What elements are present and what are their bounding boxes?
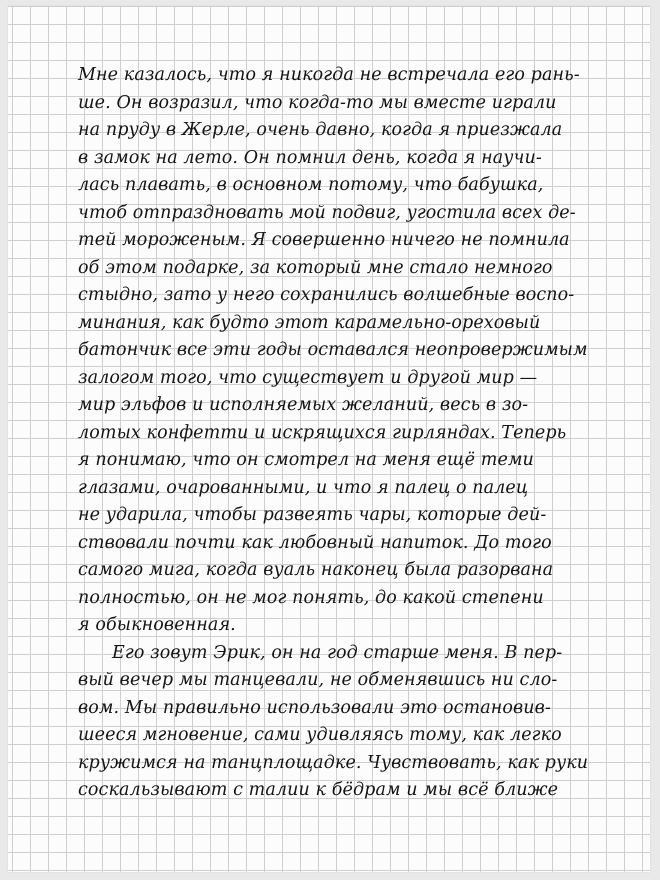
text-line: на пруду в Жерле, очень давно, когда я приезжала xyxy=(78,120,563,140)
text-line: кружимся на танцплощадке. Чувствовать, как руки xyxy=(78,752,589,773)
text-line: Мне казалось, что я никогда не встречала его рань- xyxy=(78,65,580,85)
text-line: тей мороженым. Я совершенно ничего не помнила xyxy=(78,230,570,250)
text-line: лась плавать, в основном потому, что бабушка, xyxy=(78,175,544,195)
grid-paper-sheet xyxy=(8,6,650,872)
text-line: в замок на лето. Он помнил день, когда я научи- xyxy=(78,147,542,168)
text-line: вом. Мы правильно использовали это остановив- xyxy=(78,697,551,718)
text-line: полностью, он не мог понять, до какой степени xyxy=(78,587,544,608)
text-line: шееся мгновение, сами удивляясь тому, как легко xyxy=(78,725,562,745)
text-line: лотых конфетти и искрящихся гирляндах. Теперь xyxy=(78,422,567,443)
text-line: мир эльфов и исполняемых желаний, весь в зо- xyxy=(78,395,529,415)
text-line: залогом того, что существует и другой мир — xyxy=(78,367,538,388)
handwritten-text xyxy=(78,62,608,805)
text-line: ше. Он возразил, что когда-то мы вместе играли xyxy=(78,92,557,113)
text-line: чтоб отпраздновать мой подвиг, угостила всех де- xyxy=(78,202,576,223)
text-line: глазами, очарованными, и что я палец о палец xyxy=(78,477,529,498)
text-line: самого мига, когда вуаль наконец была разорвана xyxy=(78,560,554,580)
text-line: не ударила, чтобы развеять чары, которые дей- xyxy=(78,505,547,525)
text-line: минания, как будто этот карамельно-ореховый xyxy=(78,312,541,333)
text-line: батончик все эти годы оставался неопровержимым xyxy=(78,340,588,360)
text-line: соскальзывают с талии к бёдрам и мы всё ближе xyxy=(78,780,559,800)
text-line: об этом подарке, за который мне стало немного xyxy=(78,257,553,278)
text-line: я обыкновенная. xyxy=(78,615,236,635)
text-line: ствовали почти как любовный напиток. До того xyxy=(78,532,552,553)
paragraph-start-line: Его зовут Эрик, он на год старше меня. В пер- xyxy=(112,642,563,663)
text-line: вый вечер мы танцевали, не обменявшись ни сло- xyxy=(78,670,558,690)
text-line: стыдно, зато у него сохранились волшебные воспо- xyxy=(78,285,575,305)
text-line: я понимаю, что он смотрел на меня ещё теми xyxy=(78,450,534,470)
